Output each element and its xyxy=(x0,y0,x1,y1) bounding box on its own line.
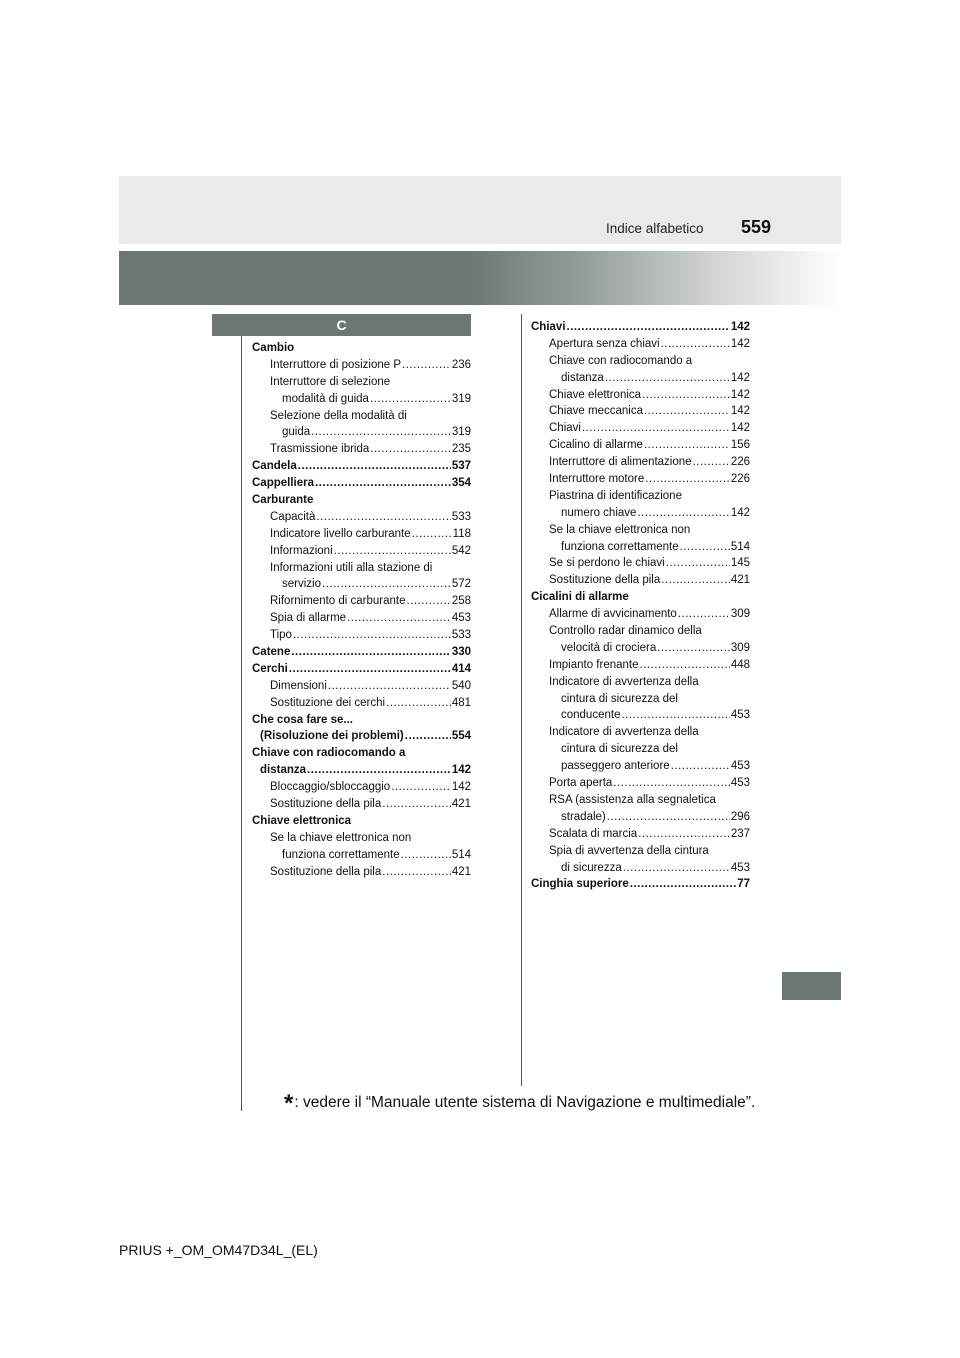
index-entry-page[interactable]: 309 xyxy=(730,608,750,621)
chapter-tab xyxy=(782,972,841,1000)
index-entry xyxy=(252,830,471,847)
index-entry-label: Piastrina di identificazione xyxy=(549,489,682,502)
index-entry-page[interactable]: 309 xyxy=(730,641,750,654)
dot-leader xyxy=(666,555,730,572)
dot-leader xyxy=(678,606,730,623)
index-entry-label: Che cosa fare se... xyxy=(252,713,353,726)
index-entry-page[interactable]: 145 xyxy=(730,557,750,570)
index-entry xyxy=(252,391,471,408)
index-entry-page[interactable]: 142 xyxy=(730,405,750,418)
index-entry-page[interactable]: 142 xyxy=(730,321,750,333)
index-entry-page[interactable]: 156 xyxy=(730,439,750,452)
document-code: PRIUS +_OM_OM47D34L_(EL) xyxy=(119,1242,318,1258)
index-entry-label: Cerchi xyxy=(252,662,288,675)
index-entry xyxy=(252,847,471,864)
index-entry-label: RSA (assistenza alla segnaletica xyxy=(549,793,716,806)
dot-leader xyxy=(307,762,451,779)
index-entry xyxy=(252,458,471,475)
index-entry-label: Chiavi xyxy=(549,422,581,435)
section-letter-header: C xyxy=(212,314,471,336)
index-entry-page[interactable]: 421 xyxy=(730,574,750,587)
index-entry-label: Scalata di marcia xyxy=(549,827,638,840)
index-entry-page[interactable]: 453 xyxy=(730,861,750,874)
index-entry xyxy=(531,876,750,893)
index-entry xyxy=(252,728,471,745)
index-entry xyxy=(531,555,750,572)
dot-leader xyxy=(405,728,451,745)
index-entry-page[interactable]: 514 xyxy=(451,848,471,861)
index-entry-label: Impianto frenante xyxy=(549,658,639,671)
dot-leader xyxy=(661,336,730,353)
dot-leader xyxy=(642,387,730,404)
index-entry xyxy=(252,695,471,712)
index-entry xyxy=(531,826,750,843)
index-entry-label: velocità di crociera xyxy=(561,641,657,654)
dot-leader xyxy=(386,695,451,712)
index-entry xyxy=(531,522,750,539)
index-entry-page[interactable]: 453 xyxy=(730,777,750,790)
index-entry xyxy=(252,610,471,627)
index-entry-label: Cambio xyxy=(252,342,295,354)
left-divider xyxy=(241,314,242,1111)
dot-leader xyxy=(680,539,730,556)
index-entry xyxy=(252,864,471,881)
index-entry-page[interactable]: 77 xyxy=(737,878,750,891)
index-entry-label: Chiave meccanica xyxy=(549,405,643,418)
index-entry-page[interactable]: 319 xyxy=(451,426,471,439)
index-entry-label: funziona correttamente xyxy=(561,540,679,553)
index-entry-label: Chiavi xyxy=(531,321,566,333)
index-entry-label: Chiave elettronica xyxy=(549,388,642,401)
index-entry-label: Catene xyxy=(252,646,291,659)
dot-leader xyxy=(644,437,730,454)
index-entry-page[interactable]: 481 xyxy=(451,696,471,709)
dot-leader xyxy=(613,775,730,792)
dot-leader xyxy=(605,370,730,387)
page-title: Indice alfabetico xyxy=(606,221,704,236)
dot-leader xyxy=(671,758,730,775)
dot-leader xyxy=(401,847,451,864)
index-entry xyxy=(252,526,471,543)
index-entry xyxy=(531,336,750,353)
index-entry xyxy=(252,374,471,391)
index-entry-page[interactable]: 421 xyxy=(451,865,471,878)
footnote xyxy=(284,1090,755,1118)
index-entry xyxy=(531,539,750,556)
index-entry xyxy=(252,543,471,560)
index-entry-label: numero chiave xyxy=(561,506,637,519)
index-entry-label: Sostituzione della pila xyxy=(270,798,382,811)
index-entry xyxy=(531,623,750,640)
index-entry-label: Sostituzione della pila xyxy=(549,574,661,587)
index-entry xyxy=(531,403,750,420)
index-entry-label: Porta aperta xyxy=(549,777,613,790)
index-entry-page[interactable]: 258 xyxy=(451,595,471,608)
index-entry-label: Cicalini di allarme xyxy=(531,591,629,604)
index-entry-label: Sostituzione della pila xyxy=(270,865,382,878)
dot-leader xyxy=(311,424,451,441)
index-entry-page[interactable]: 330 xyxy=(451,646,471,659)
index-entry xyxy=(531,843,750,860)
index-entry xyxy=(252,475,471,492)
dot-leader xyxy=(289,661,451,678)
index-entry xyxy=(531,353,750,370)
index-entry-page[interactable]: 453 xyxy=(451,612,471,625)
index-entry xyxy=(531,792,750,809)
page-number: 559 xyxy=(741,217,772,237)
dot-leader xyxy=(328,678,451,695)
index-entry-label: Candela xyxy=(252,460,297,473)
index-entry-label: Capacità xyxy=(270,510,316,523)
index-entry xyxy=(252,712,471,729)
index-entry-label: passeggero anteriore xyxy=(561,760,670,773)
index-entry xyxy=(252,408,471,425)
dot-leader xyxy=(322,576,451,593)
index-entry-page[interactable]: 142 xyxy=(730,371,750,384)
index-entry xyxy=(531,724,750,741)
index-entry-label: Interruttore di alimentazione xyxy=(549,456,692,469)
dot-leader xyxy=(298,458,451,475)
index-entry-page[interactable]: 453 xyxy=(730,709,750,722)
index-entry-label: Sostituzione dei cerchi xyxy=(270,696,386,709)
index-entry xyxy=(252,796,471,813)
dot-leader xyxy=(645,471,730,488)
index-entry-label: Bloccaggio/sbloccaggio xyxy=(270,781,391,794)
column-divider xyxy=(521,314,522,1086)
index-column-left xyxy=(252,340,471,881)
index-entry-label: Interruttore di posizione P xyxy=(270,358,402,371)
index-entry-page[interactable]: 554 xyxy=(451,730,471,743)
dot-leader xyxy=(407,593,451,610)
index-entry-page[interactable]: 142 xyxy=(730,422,750,435)
dot-leader xyxy=(657,640,730,657)
index-entry-page[interactable]: 142 xyxy=(451,764,471,777)
index-entry-page[interactable]: 453 xyxy=(730,760,750,773)
index-entry-page[interactable]: 540 xyxy=(451,679,471,692)
index-entry-label: Trasmissione ibrida xyxy=(270,443,370,456)
dot-leader xyxy=(291,644,450,661)
index-entry-label: Informazioni utili alla stazione di xyxy=(270,561,433,574)
index-entry-label: modalità di guida xyxy=(282,392,369,405)
index-entry-label: distanza xyxy=(260,764,307,777)
index-entry-page[interactable]: 514 xyxy=(730,540,750,553)
index-entry xyxy=(531,471,750,488)
index-entry-label: servizio xyxy=(282,578,321,591)
index-entry-page[interactable]: 235 xyxy=(451,443,471,456)
index-entry xyxy=(252,661,471,678)
dot-leader xyxy=(567,319,730,336)
index-entry xyxy=(531,707,750,724)
dot-leader xyxy=(623,860,730,877)
index-entry xyxy=(531,505,750,522)
index-entry xyxy=(252,340,471,357)
footnote-text: : vedere il “Manuale utente sistema di Navigazione e multimediale”. xyxy=(294,1094,756,1111)
index-entry-label: Carburante xyxy=(252,494,314,507)
dot-leader xyxy=(334,543,451,560)
index-entry-label: Se la chiave elettronica non xyxy=(270,831,412,844)
index-entry-label: Apertura senza chiavi xyxy=(549,337,660,350)
index-entry xyxy=(531,387,750,404)
index-entry-page[interactable]: 354 xyxy=(451,477,471,490)
index-entry xyxy=(531,691,750,708)
index-entry-label: Cinghia superiore xyxy=(531,878,629,891)
dot-leader xyxy=(621,707,729,724)
dot-leader xyxy=(630,876,736,893)
dot-leader xyxy=(582,420,730,437)
index-entry-label: Controllo radar dinamico della xyxy=(549,625,702,638)
index-entry xyxy=(252,678,471,695)
index-entry-label: Spia di avvertenza della cintura xyxy=(549,844,709,857)
index-entry-page[interactable]: 226 xyxy=(730,456,750,469)
index-entry-label: Spia di allarme xyxy=(270,612,347,625)
index-entry-label: Allarme di avvicinamento xyxy=(549,608,677,621)
index-entry-label: Tipo xyxy=(270,629,292,642)
index-entry-page[interactable]: 533 xyxy=(451,510,471,523)
dot-leader xyxy=(370,441,451,458)
index-entry xyxy=(531,420,750,437)
dot-leader xyxy=(637,505,729,522)
dot-leader xyxy=(316,509,450,526)
index-entry-label: distanza xyxy=(561,371,604,384)
index-entry-label: (Risoluzione dei problemi) xyxy=(260,730,404,743)
dot-leader xyxy=(607,809,730,826)
dot-leader xyxy=(347,610,451,627)
index-entry-label: Indicatore livello carburante xyxy=(270,527,411,540)
index-entry-label: Chiave con radiocomando a xyxy=(252,747,406,760)
index-entry xyxy=(531,809,750,826)
index-entry-label: stradale) xyxy=(561,810,606,823)
index-entry-page[interactable]: 537 xyxy=(451,460,471,473)
index-entry-label: di sicurezza xyxy=(561,861,622,874)
index-entry xyxy=(531,674,750,691)
index-entry-label: guida xyxy=(282,426,311,439)
index-entry xyxy=(252,560,471,577)
footnote-marker: * xyxy=(284,1090,294,1117)
index-entry-label: cintura di sicurezza del xyxy=(561,692,678,705)
index-entry-label: Cappelliera xyxy=(252,477,314,490)
index-entry-page[interactable]: 319 xyxy=(451,392,471,405)
index-entry xyxy=(531,860,750,877)
dot-leader xyxy=(382,864,451,881)
index-entry-page[interactable]: 142 xyxy=(730,337,750,350)
index-entry-page[interactable]: 572 xyxy=(451,578,471,591)
index-entry xyxy=(252,627,471,644)
index-entry-label: Chiave con radiocomando a xyxy=(549,354,693,367)
index-entry xyxy=(252,745,471,762)
index-entry-label: conducente xyxy=(561,709,621,722)
index-entry-page[interactable]: 414 xyxy=(451,662,471,675)
index-entry-label: Cicalino di allarme xyxy=(549,439,643,452)
index-entry-label: Informazioni xyxy=(270,544,333,557)
index-entry-page[interactable]: 237 xyxy=(730,827,750,840)
dot-leader xyxy=(640,657,730,674)
index-entry xyxy=(531,657,750,674)
dot-leader xyxy=(370,391,451,408)
index-entry xyxy=(252,492,471,509)
index-entry xyxy=(252,576,471,593)
index-entry-label: Indicatore di avvertenza della xyxy=(549,675,699,688)
dot-leader xyxy=(638,826,730,843)
index-entry-label: cintura di sicurezza del xyxy=(561,743,678,756)
index-column-right xyxy=(531,319,750,893)
index-entry xyxy=(252,779,471,796)
index-entry xyxy=(252,441,471,458)
index-entry-label: Se si perdono le chiavi xyxy=(549,557,665,570)
index-entry-page[interactable]: 296 xyxy=(730,810,750,823)
dot-leader xyxy=(382,796,451,813)
index-entry-label: funziona correttamente xyxy=(282,848,400,861)
header-band xyxy=(119,176,841,244)
index-entry-label: Selezione della modalità di xyxy=(270,409,407,422)
index-entry-label: Rifornimento di carburante xyxy=(270,595,406,608)
index-entry-page[interactable]: 421 xyxy=(451,798,471,811)
index-entry-label: Interruttore di selezione xyxy=(270,375,391,388)
index-entry-page[interactable]: 142 xyxy=(730,388,750,401)
index-entry-label: Indicatore di avvertenza della xyxy=(549,726,699,739)
index-entry xyxy=(531,775,750,792)
index-entry xyxy=(531,606,750,623)
index-entry-page[interactable]: 533 xyxy=(451,629,471,642)
index-entry xyxy=(252,644,471,661)
index-entry-page[interactable]: 542 xyxy=(451,544,471,557)
index-entry xyxy=(252,357,471,374)
index-entry xyxy=(531,370,750,387)
index-entry-page[interactable]: 142 xyxy=(730,506,750,519)
index-entry-label: Chiave elettronica xyxy=(252,814,352,827)
index-entry-label: Dimensioni xyxy=(270,679,327,692)
dot-leader xyxy=(315,475,451,492)
index-entry xyxy=(252,593,471,610)
index-entry xyxy=(252,762,471,779)
index-entry xyxy=(531,741,750,758)
index-entry xyxy=(531,572,750,589)
index-entry xyxy=(252,424,471,441)
dot-leader xyxy=(391,779,451,796)
dot-leader xyxy=(412,526,452,543)
index-entry-page[interactable]: 448 xyxy=(730,658,750,671)
index-entry xyxy=(531,454,750,471)
index-entry-page[interactable]: 236 xyxy=(451,358,471,371)
dot-leader xyxy=(402,357,451,374)
index-entry xyxy=(252,509,471,526)
decorative-band xyxy=(119,251,841,305)
index-entry xyxy=(531,488,750,505)
index-entry xyxy=(531,758,750,775)
dot-leader xyxy=(293,627,451,644)
dot-leader xyxy=(644,403,730,420)
index-entry-label: Interruttore motore xyxy=(549,473,645,486)
index-entry xyxy=(531,589,750,606)
index-entry-page[interactable]: 142 xyxy=(451,781,471,794)
dot-leader xyxy=(661,572,730,589)
dot-leader xyxy=(693,454,730,471)
index-entry-page[interactable]: 118 xyxy=(452,527,471,540)
index-entry-label: Se la chiave elettronica non xyxy=(549,523,691,536)
index-entry xyxy=(531,319,750,336)
index-entry xyxy=(531,640,750,657)
index-entry xyxy=(252,813,471,830)
index-entry xyxy=(531,437,750,454)
index-entry-page[interactable]: 226 xyxy=(730,473,750,486)
